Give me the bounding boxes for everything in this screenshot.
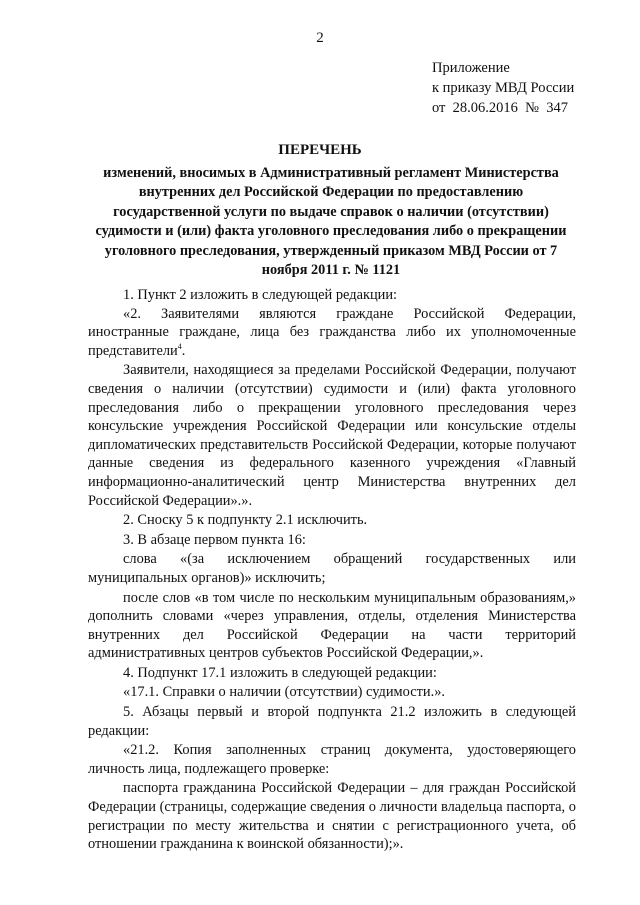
footnote-ref: 4 bbox=[177, 341, 182, 351]
document-subtitle: изменений, вносимых в Административный регламент Министерства внутренних дел Российской Федерации по предоставлению государственной услуги по выдаче справок о наличии (отсутствии) судимости и (или) факта уголовного преследования либо о прекращении уголовного преследования, утвержденный приказом МВД России от 7 ноября 2011 г. № 1121 bbox=[95, 165, 567, 279]
paragraph-10: 5. Абзацы первый и второй подпункта 21.2 изложить в следующей редакции: bbox=[88, 704, 576, 739]
appendix-line-1: Приложение bbox=[432, 60, 510, 76]
paragraph-1: 1. Пункт 2 изложить в следующей редакции: bbox=[123, 287, 398, 303]
paragraph-2-end: . bbox=[181, 342, 186, 359]
appendix-header bbox=[432, 58, 574, 118]
paragraph-11: «21.2. Копия заполненных страниц документа, удостоверяющего личность лица, подлежащего проверке: bbox=[88, 742, 576, 777]
appendix-line-3: от 28.06.2016 № 347 bbox=[432, 100, 568, 116]
paragraph-7: после слов «в том числе по нескольким муниципальным образованиям,» дополнить словами «через управления, отделы, отделения Министерства внутренних дел Российской Федерации на части территорий административных центров субъектов Российской Федерации,». bbox=[88, 589, 576, 662]
document-body bbox=[88, 286, 576, 854]
paragraph-8: 4. Подпункт 17.1 изложить в следующей редакции: bbox=[123, 664, 437, 681]
paragraph-4: 2. Сноску 5 к подпункту 2.1 исключить. bbox=[123, 512, 368, 529]
paragraph-2-text: «2. Заявителями являются граждане Российской Федерации, иностранные граждане, лица без гражданства либо их уполномоченные представители bbox=[88, 305, 576, 359]
paragraph-2 bbox=[88, 305, 576, 361]
paragraph-9: «17.1. Справки о наличии (отсутствии) судимости.». bbox=[123, 684, 445, 701]
paragraph-6: слова «(за исключением обращений государственных или муниципальных органов)» исключить; bbox=[88, 551, 576, 586]
document-title: ПЕРЕЧЕНЬ bbox=[278, 142, 362, 158]
paragraph-12: паспорта гражданина Российской Федерации – для граждан Российской Федерации (страницы, содержащие сведения о личности владельца паспорта, о регистрации по месту жительства и снятии с регистрационного учета, об отношении гражданина к воинской обязанности);». bbox=[88, 780, 576, 853]
paragraph-5: 3. В абзаце первом пункта 16: bbox=[123, 531, 306, 548]
page-number: 2 bbox=[316, 30, 324, 46]
paragraph-3: Заявители, находящиеся за пределами Российской Федерации, получают сведения о наличии (отсутствии) судимости и (или) факта уголовного преследования либо о прекращении уголовного преследования через консульские учреждения Российской Федерации или консульские отделы дипломатических представительств Российской Федерации, которые получают данные сведения из федерального казенного учреждения «Главный информационно-аналитический центр Министерства внутренних дел Российской Федерации».». bbox=[88, 362, 576, 509]
appendix-line-2: к приказу МВД России bbox=[432, 80, 575, 96]
